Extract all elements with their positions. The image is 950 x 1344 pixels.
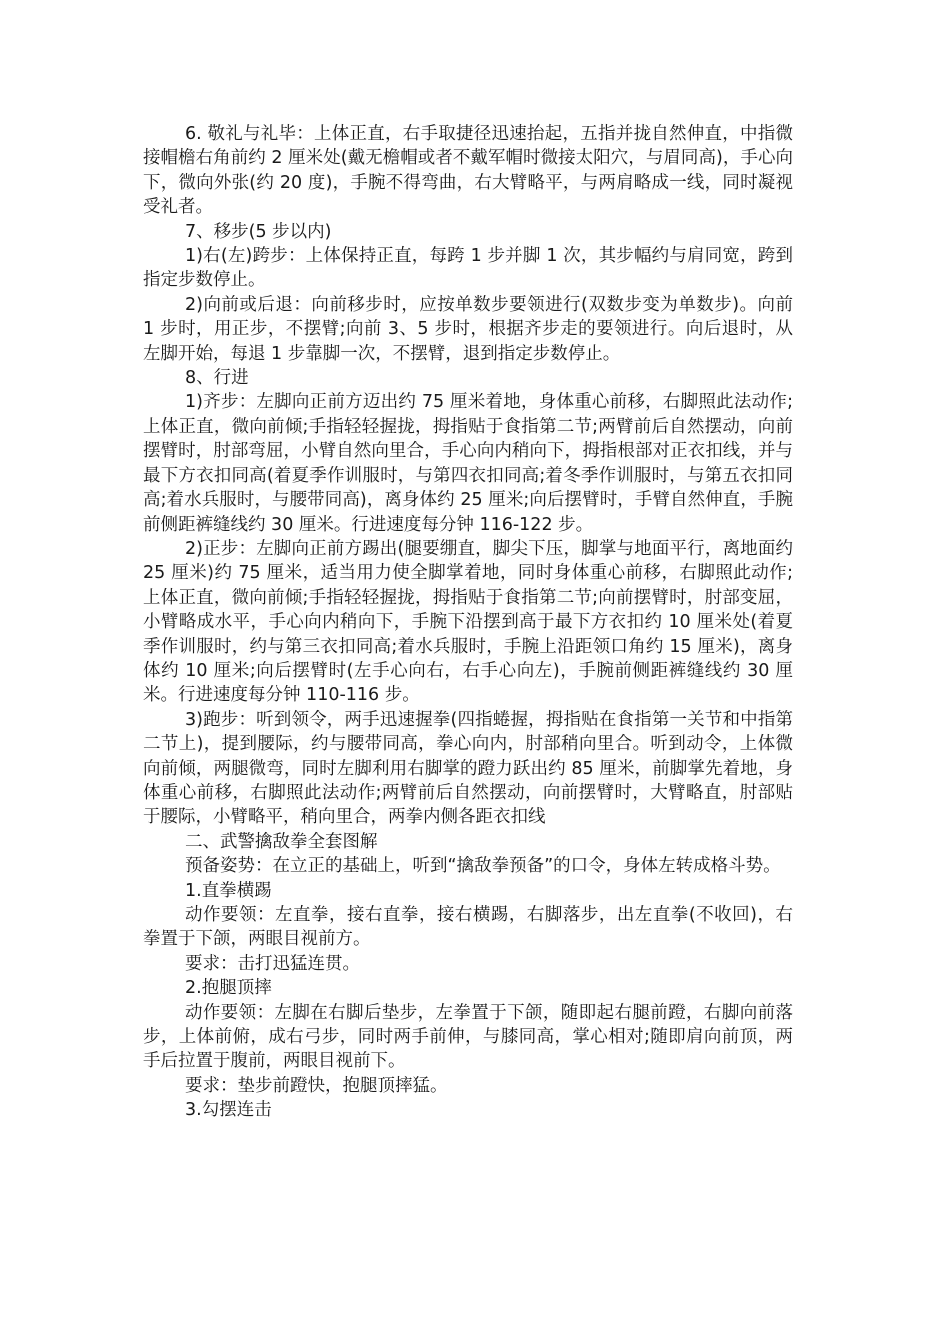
heading-side-step: 7、移步(5 步以内) — [185, 221, 332, 242]
heading-leg-grab-throw: 2.抱腿顶摔 — [185, 978, 272, 999]
paragraph-ready-stance: 预备姿势：在立正的基础上，听到“擒敌拳预备”的口令，身体左转成格斗势。 — [185, 856, 781, 877]
paragraph-quick-march: 1)齐步：左脚向正前方迈出约 75 厘米着地，身体重心前移，右脚照此法动作;上体正直，微向前倾;手指轻轻握拢，拇指贴于食指第二节;两臂前后自然摆动，向前摆臂时，肘部弯屈，小臂自然向里合，手心向内稍向下，拇指根部对正衣扣线，并与最下方衣扣同高(着夏季作训服时，与第四衣扣同高;着冬季作训服时，与第五衣扣同高;着水兵服时，与腰带同高)，离身体约 25 厘米;向后摆臂时，手臂自然伸直，手腕前侧距裤缝线约 30 厘米。行进速度每分钟 116-122 步。 — [143, 392, 793, 535]
paragraph-right-left-step: 1)右(左)跨步：上体保持正直，每跨 1 步并脚 1 次，其步幅约与肩同宽，跨到指定步数停止。 — [143, 246, 793, 291]
heading-combat-fist: 二、武警擒敌拳全套图解 — [185, 831, 378, 852]
paragraph-goose-step: 2)正步：左脚向正前方踢出(腿要绷直，脚尖下压，脚掌与地面平行，离地面约 25 厘米)约 75 厘米，适当用力使全脚掌着地，同时身体重心前移，右脚照此动作;上体正直，微向前倾;手指轻轻握拢，拇指贴于食指第二节;向前摆臂时，肘部变屈，小臂略成水平，手心向内稍向下，手腕下沿摆到高于最下方衣扣约 10 厘米处(着夏季作训服时，约与第三衣扣同高;着水兵服时，手腕上沿距领口角约 15 厘米)，离身体约 10 厘米;向后摆臂时(左手心向右，右手心向左)，手腕前侧距裤缝线约 30 厘米。行进速度每分钟 110-116 步。 — [143, 538, 793, 706]
paragraph-leg-grab-throw-requirement: 要求：垫步前蹬快，抱腿顶摔猛。 — [185, 1075, 448, 1096]
paragraph-straight-punch-kick-action: 动作要领：左直拳，接右直拳，接右横踢，右脚落步，出左直拳(不收回)，右拳置于下颌，两眼目视前方。 — [143, 905, 793, 950]
paragraph-double-time: 3)跑步：听到领令，两手迅速握拳(四指蜷握，拇指贴在食指第一关节和中指第二节上)，提到腰际，约与腰带同高，拳心向内，肘部稍向里合。听到动令，上体微向前倾，两腿微弯，同时左脚利用右脚掌的蹬力跃出约 85 厘米，前脚掌先着地，身体重心前移，右脚照此法动作;两臂前后自然摆动，向前摆臂时，大臂略直，肘部贴于腰际，小臂略平，稍向里合，两拳内侧各距衣扣线 — [143, 709, 793, 828]
heading-hook-swing-combo: 3.勾摆连击 — [185, 1100, 272, 1121]
paragraph-leg-grab-throw-action: 动作要领：左脚在右脚后垫步，左拳置于下颌，随即起右腿前蹬，右脚向前落步，上体前俯，成右弓步，同时两手前伸，与膝同高，掌心相对;随即肩向前顶，两手后拉置于腹前，两眼目视前下。 — [143, 1002, 793, 1072]
paragraph-salute: 6. 敬礼与礼毕：上体正直，右手取捷径迅速抬起，五指并拢自然伸直，中指微接帽檐右角前约 2 厘米处(戴无檐帽或者不戴军帽时微接太阳穴，与眉同高)，手心向下，微向外张(约 20 度)，手腕不得弯曲，右大臂略平，与两肩略成一线，同时凝视受礼者。 — [143, 124, 793, 218]
document-body — [143, 122, 793, 1123]
paragraph-straight-punch-kick-requirement: 要求：击打迅猛连贯。 — [185, 953, 360, 974]
paragraph-forward-backward: 2)向前或后退：向前移步时，应按单数步要领进行(双数步变为单数步)。向前 1 步时，用正步，不摆臂;向前 3、5 步时，根据齐步走的要领进行。向后退时，从左脚开始，每退 1 步靠脚一次，不摆臂，退到指定步数停止。 — [143, 294, 793, 364]
heading-march: 8、行进 — [185, 368, 249, 389]
heading-straight-punch-kick: 1.直拳横踢 — [185, 880, 272, 901]
